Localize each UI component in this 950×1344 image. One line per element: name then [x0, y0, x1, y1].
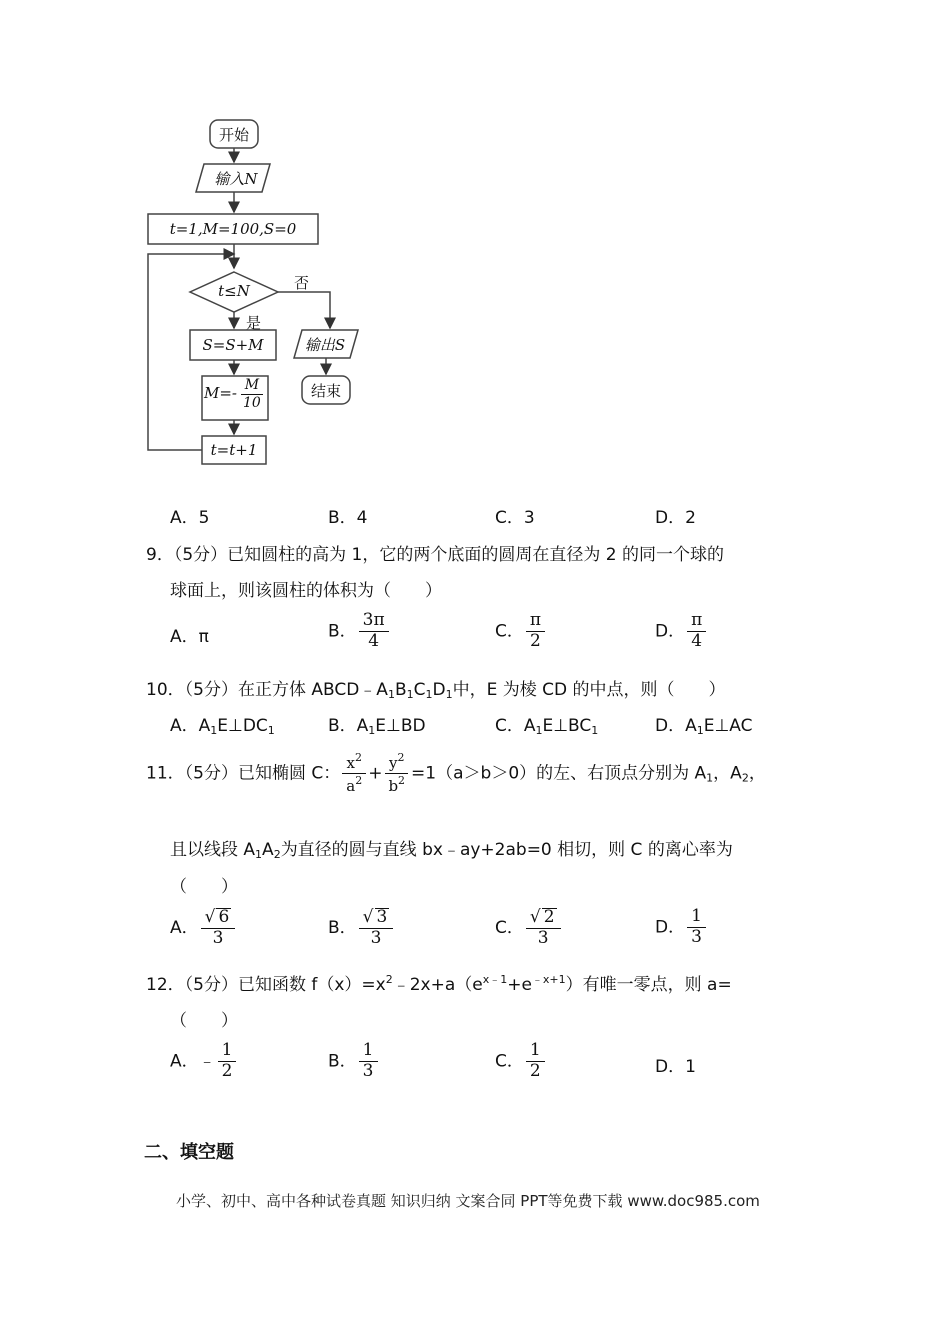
- flowchart-step-m-den: 10: [243, 394, 261, 411]
- q11-stem-line1: 11．（5分）已知椭圆 C： $\frac{x^2}{a^2}$ + $\frac{y^2}{b^2}$ =1（a＞b＞0）的左、右顶点分别为 $A_1$，$A_2$，: [146, 751, 766, 795]
- q11-stem-line3: （ ）: [170, 877, 238, 897]
- q12-option-b: B． $\frac{1}{3}$: [328, 1042, 380, 1081]
- q11-option-d: D． $\frac{1}{3}$: [655, 908, 708, 947]
- q12-stem-line1: 12．（5分）已知函数 $f(x)=x^2﹣2x+a(e^{x﹣1}+e^{﹣x+1})$有唯一零点，则 a=: [146, 973, 732, 995]
- q12-option-d: D．1: [655, 1057, 696, 1077]
- q10-stem: 10．（5分）在正方体 $ABCD﹣A_1B_1C_1D_1$中，E 为棱 CD 的中点，则（ ）: [146, 680, 726, 701]
- flowchart-step-m-label: [204, 378, 267, 410]
- flowchart-output-label: 输出S: [304, 336, 346, 354]
- flowchart-yes-label: 是: [246, 314, 262, 332]
- q10-option-d: D．$A_1E\perp AC$: [655, 716, 753, 737]
- q9-option-b: B． $\frac{3\pi}{4}$: [328, 612, 391, 651]
- flowchart-init-label: t=1,M=100,S=0: [169, 220, 297, 238]
- footer-text: 小学、初中、高中各种试卷真题 知识归纳 文案合同 PPT等免费下载 www.doc985.com: [176, 1192, 760, 1210]
- q10-option-c: C．$A_1E\perp BC_1$: [495, 716, 599, 737]
- q11-option-a: A． $\frac{√ 6}{3}$: [170, 908, 237, 948]
- q12-option-a: A．﹣ $\frac{1}{2}$: [170, 1042, 238, 1081]
- q8-option-a: A．5: [170, 508, 210, 528]
- flowchart-step-m-num: M: [241, 378, 263, 395]
- q10-option-a: A．$A_1E\perp DC_1$: [170, 716, 275, 737]
- flowchart-step-s-label: S=S+M: [202, 336, 264, 354]
- q8-option-c: C．3: [495, 508, 535, 528]
- flowchart-end-label: 结束: [310, 382, 341, 400]
- q9-option-d: D． $\frac{\pi}{4}$: [655, 612, 708, 651]
- q11-option-b: B． $\frac{√ 3}{3}$: [328, 908, 395, 948]
- flowchart-start-label: 开始: [218, 126, 249, 144]
- q9-stem-line1: 9．（5分）已知圆柱的高为 1，它的两个底面的圆周在直径为 2 的同一个球的: [146, 545, 724, 565]
- q8-option-b: B．4: [328, 508, 368, 528]
- q12-option-c: C． $\frac{1}{2}$: [495, 1042, 547, 1081]
- flowchart-input-label: 输入N: [214, 170, 258, 188]
- section-heading: 二、填空题: [144, 1142, 234, 1163]
- q11-option-c: C． $\frac{√ 2}{3}$: [495, 908, 563, 948]
- q8-option-d: D．2: [655, 508, 696, 528]
- q10-option-b: B．$A_1E\perp BD$: [328, 716, 426, 737]
- flowchart-condition-label: t≤N: [218, 282, 250, 300]
- q11-stem-line2: 且以线段 $A_1A_2$为直径的圆与直线 bx﹣ay+2ab=0 相切，则 C 的离心率为: [170, 840, 733, 861]
- q12-stem-line2: （ ）: [170, 1011, 238, 1031]
- q9-option-a: A．π: [170, 627, 209, 647]
- q9-option-c: C． $\frac{\pi}{2}$: [495, 612, 547, 651]
- flowchart-no-label: 否: [294, 274, 310, 292]
- flowchart-step-t-label: t=t+1: [210, 441, 258, 459]
- flowchart-step-m-prefix: M=-: [204, 384, 237, 403]
- q9-stem-line2: 球面上，则该圆柱的体积为（ ）: [170, 581, 442, 601]
